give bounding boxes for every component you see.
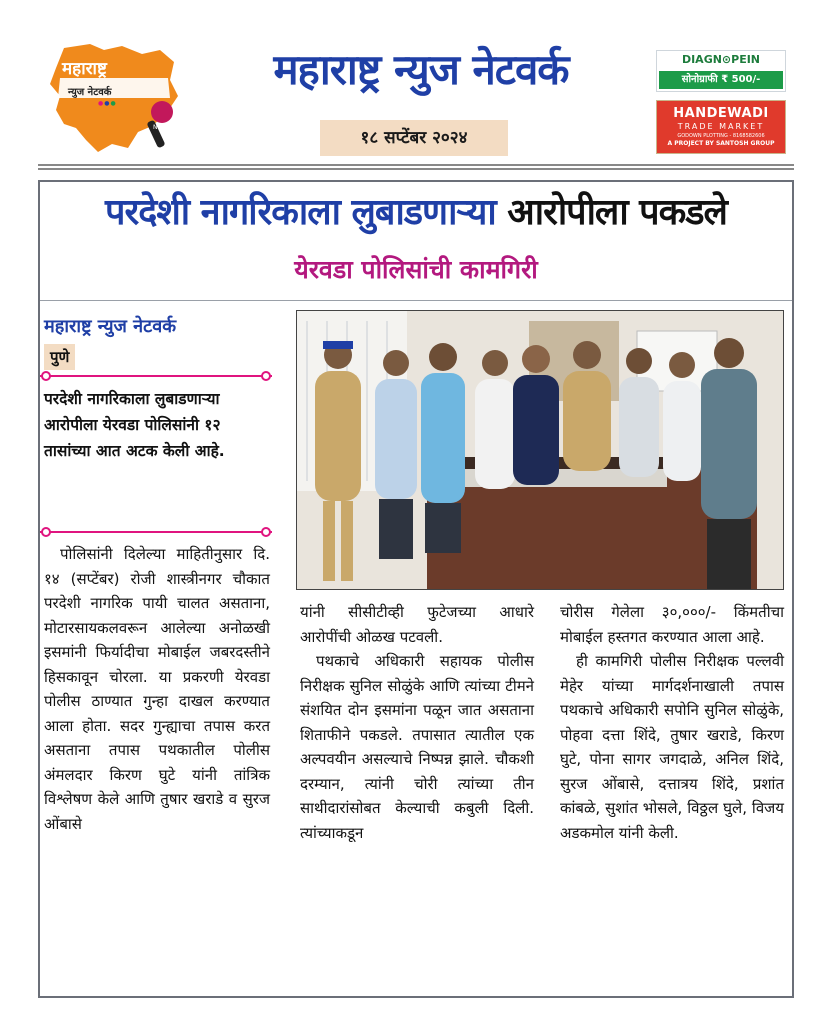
handewadi-sub: TRADE MARKET	[677, 122, 765, 131]
column-2-paragraph-2: पथकाचे अधिकारी सहायक पोलीस निरीक्षक सुनिल सोळुंके आणि त्यांच्या टीमने संशयित दोन इसमांना पळून जात असताना शिताफीने पकडले. तपासात त्यातील एक अल्पवयीन असल्याचे निष्पन्न झाले. चौकशी दरम्यान, त्यांनी चोरी त्यांच्या तीन साथीदारांसोबत केल्याची कबुली दिली. त्यांच्याकडून	[300, 652, 534, 842]
diagnopein-brand: DIAGN⊙PEIN	[681, 53, 761, 66]
column-3-paragraph-2: ही कामगिरी पोलीस निरीक्षक पल्लवी मेहेर यांच्या मार्गदर्शनाखाली तपास पथकाचे अधिकारी सपोनि सुनिल सोळुंके, पोहवा दत्ता शिंदे, तुषार खराडे, किरण घुटे, पोना सागर जगदाळे, अनिल शिंदे, सुरज ओंबासे, दत्तात्रय शिंदे, प्रशांत कांबळे, सुशांत भोसले, विठ्ठल घुले, विजय अडकमोल यांनी केली.	[560, 652, 784, 842]
article-headline	[40, 186, 792, 235]
article-subheadline: येरवडा पोलिसांची कामगिरी	[294, 255, 538, 284]
diagnopein-ad[interactable]	[656, 50, 786, 92]
edition-date: १८ सप्टेंबर २०२४	[320, 120, 508, 156]
pink-divider-bottom	[40, 526, 272, 538]
logo-dots: ●●●●	[98, 100, 123, 107]
column-1-paragraph-1: पोलिसांनी दिलेल्या माहितीनुसार दि. १४ (सप्टेंबर) रोजी शास्त्रीनगर चौकात परदेशी नागरिक पायी चालत असताना, मोटारसायकलवरून आलेल्या अनोळखी इसमांनी फिर्यादीचा मोबाईल जबरदस्तीने हिसकावून चोरला. या प्रकरणी येरवडा पोलीस ठाण्यात गुन्हा दाखल करण्यात आला होता. सदर गुन्ह्याचा तपास करत असताना तपास पथकातील पोलीस अंमलदार किरण घुटे यांनी तांत्रिक विश्लेषण केले आणि तुषार खराडे व सुरज ओंबासे	[44, 545, 270, 833]
paper-title: महाराष्ट्र न्युज नेटवर्क	[273, 45, 569, 94]
handewadi-footer: A PROJECT BY SANTOSH GROUP	[667, 140, 775, 147]
article-summary: परदेशी नागरिकाला लुबाडणाऱ्या आरोपीला येरवडा पोलिसांनी १२ तासांच्या आत अटक केली आहे.	[44, 390, 225, 460]
logo-title: महाराष्ट्र	[62, 59, 107, 79]
headline-part-2: आरोपीला पकडले	[507, 192, 727, 233]
handewadi-name: HANDEWADI	[673, 106, 769, 121]
article-column-1	[44, 542, 270, 836]
police-team-photo	[297, 311, 784, 590]
mic-label: NEWS	[153, 124, 172, 131]
dateline-city: पुणे	[44, 344, 75, 370]
masthead-divider	[38, 164, 794, 170]
article-column-2	[300, 600, 534, 845]
pink-divider-top	[40, 370, 272, 382]
article-byline: महाराष्ट्र न्युज नेटवर्क	[44, 316, 177, 337]
news-photo	[296, 310, 784, 590]
logo-subtitle: न्युज नेटवर्क	[68, 87, 112, 98]
headline-part-1: परदेशी नागरिकाला लुबाडणाऱ्या	[105, 192, 496, 233]
handewadi-tagline: GODOWN PLOTTING - 8168582606	[677, 133, 765, 139]
news-mic-icon	[140, 98, 174, 150]
handewadi-ad[interactable]	[656, 100, 786, 154]
article-column-3	[560, 600, 784, 845]
column-2-paragraph-1: यांनी सीसीटीव्ही फुटेजच्या आधारे आरोपींची ओळख पटवली.	[300, 603, 534, 646]
diagnopein-offer: सोनोग्राफी ₹ 500/-	[659, 71, 783, 89]
publication-logo	[42, 40, 182, 156]
column-3-paragraph-1: चोरीस गेलेला ३०,०००/- किंमतीचा मोबाईल हस्तगत करण्यात आला आहे.	[560, 603, 784, 646]
headline-divider	[40, 300, 792, 301]
